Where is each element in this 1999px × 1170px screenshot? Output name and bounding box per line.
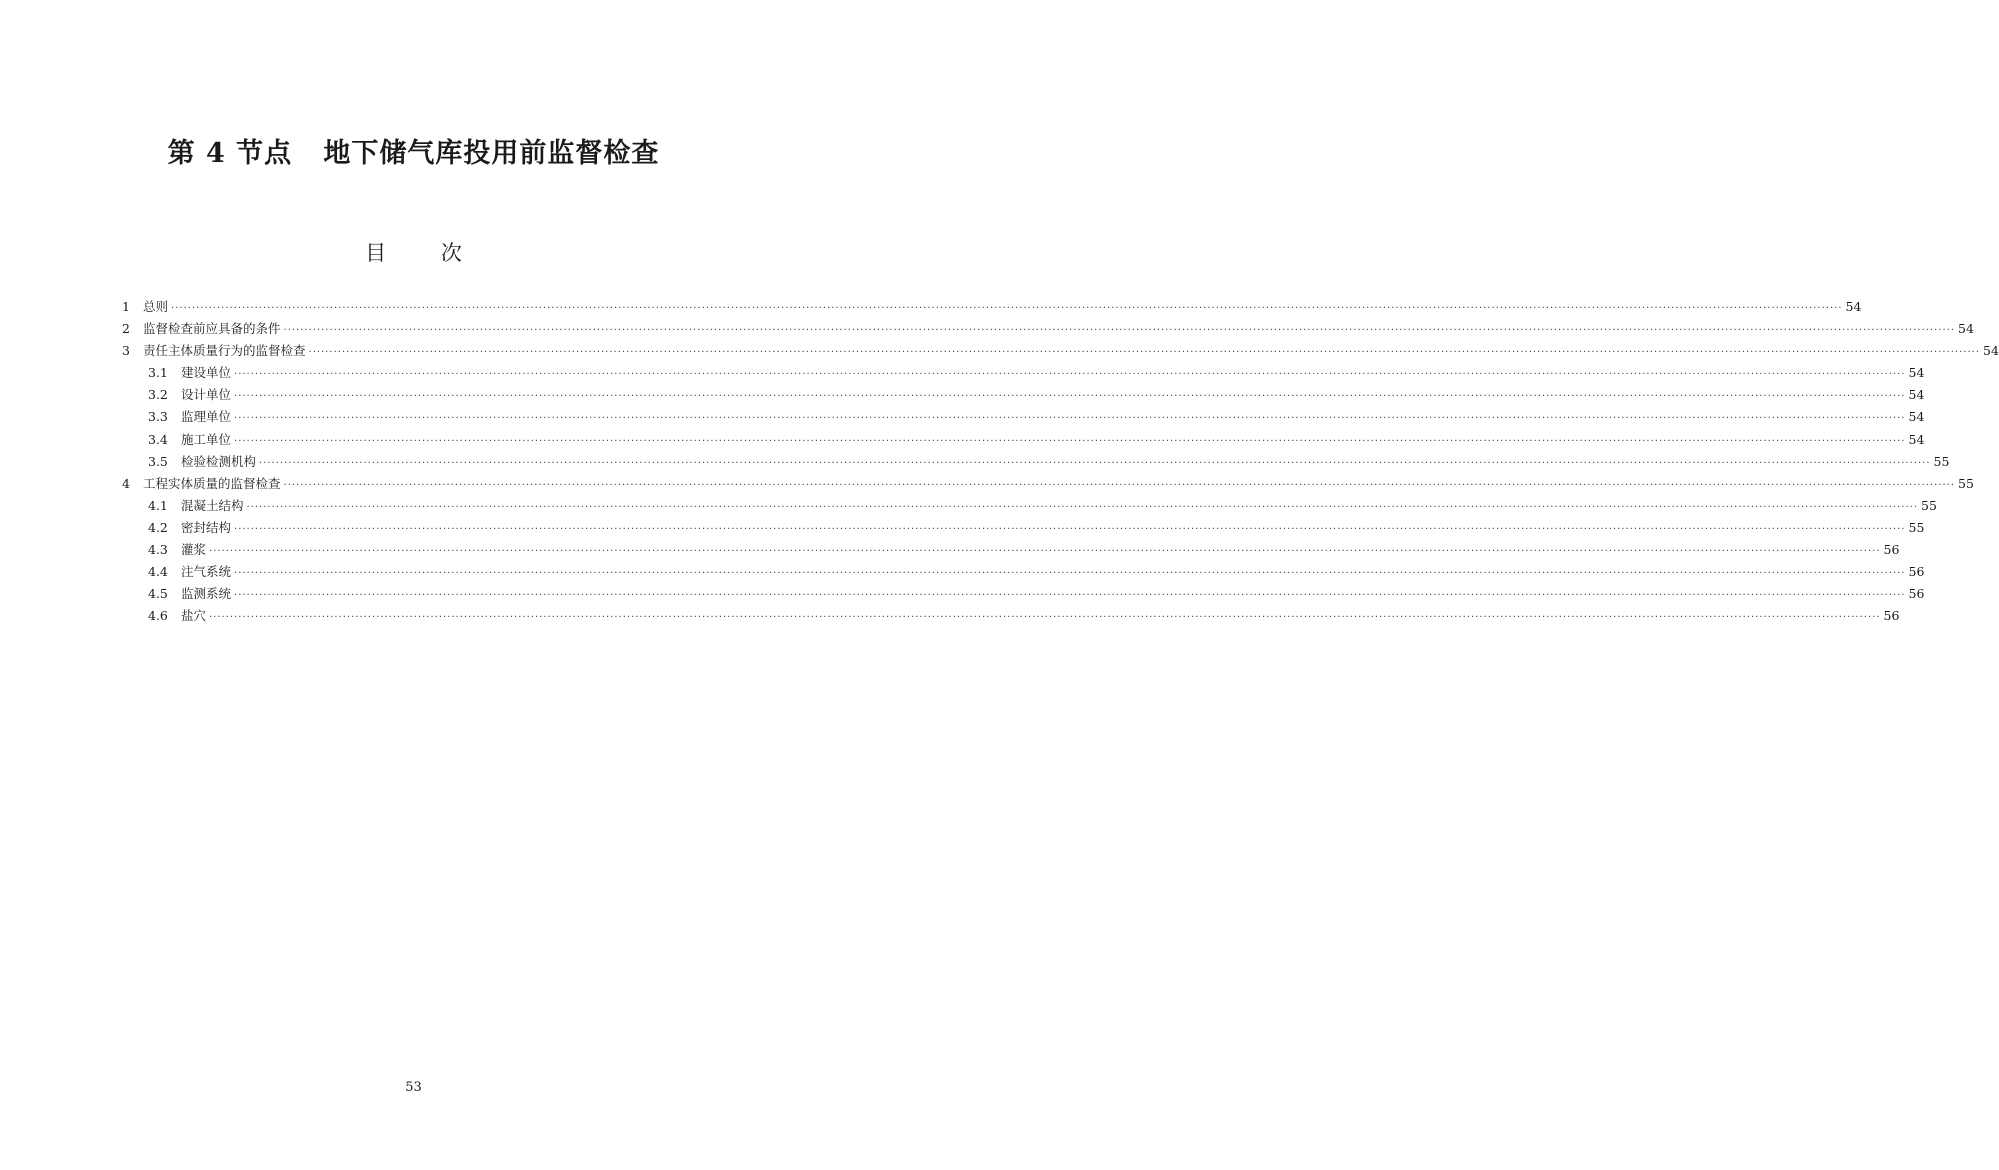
toc-leader-dots: ················································································································································································································································································································································································································ (308, 347, 1980, 359)
toc-entry-number: 4.3 (148, 542, 168, 558)
toc-entry-title: 建设单位 (181, 365, 232, 381)
toc-entry-number: 4.4 (148, 564, 168, 580)
toc-entry-number: 4.1 (148, 497, 168, 513)
toc-entry-page: 54 (1908, 365, 1925, 381)
toc-leader-dots: ················································································································································································································································································································································································································ (234, 568, 1906, 580)
toc-entry (122, 318, 1974, 340)
toc-leader-dots: ················································································································································································································································································································································································································ (234, 590, 1906, 602)
toc-entry-page: 54 (1958, 321, 1974, 337)
toc-entry (122, 362, 1925, 384)
toc-entry (122, 495, 1937, 517)
toc-leader-dots: ················································································································································································································································································································································································································ (283, 325, 1955, 337)
page-number: 53 (405, 1080, 422, 1095)
toc-entry (122, 296, 1862, 318)
toc-leader-dots: ················································································································································································································································································································································································································ (259, 457, 1931, 469)
toc-entry-title: 混凝土结构 (181, 497, 244, 513)
toc-leader-dots: ················································································································································································································································································································································································································ (234, 369, 1906, 381)
toc-entry-number: 3.3 (148, 409, 168, 425)
toc-entry-number: 3.1 (148, 365, 168, 381)
toc-entry-number: 1 (122, 299, 130, 314)
toc-entry (122, 429, 1925, 451)
toc-entry-number: 4.2 (148, 519, 168, 535)
toc-entry-page: 56 (1908, 586, 1925, 602)
toc-entry-title: 检验检测机构 (181, 453, 257, 469)
toc-entry-number: 2 (122, 321, 130, 337)
toc-leader-dots: ················································································································································································································································································································································································································ (209, 546, 1881, 558)
toc-entry-number: 3 (122, 343, 130, 359)
toc-entry-page: 54 (1983, 343, 1999, 359)
toc-entry-title: 监测系统 (181, 586, 232, 602)
toc-entry (122, 539, 1900, 561)
toc-entry-page: 56 (1883, 542, 1900, 558)
toc-entry-title: 灌浆 (181, 542, 207, 558)
toc-entry-page: 54 (1908, 387, 1925, 403)
toc-entry (122, 517, 1925, 539)
toc-entry-page: 55 (1921, 497, 1937, 513)
toc-heading: 目 次 (365, 241, 462, 265)
toc-entry-title: 设计单位 (181, 387, 232, 403)
toc-entry (122, 384, 1925, 406)
toc-leader-dots: ················································································································································································································································································································································································································ (234, 391, 1906, 403)
toc-entry-page: 56 (1908, 564, 1925, 580)
toc-entry-page: 55 (1958, 475, 1974, 491)
toc-entry (122, 451, 1950, 473)
toc-leader-dots: ················································································································································································································································································································································································································ (234, 523, 1906, 535)
toc-entry-number: 4 (122, 475, 130, 491)
toc-entry-number: 3.4 (148, 431, 168, 447)
toc-entry-page: 55 (1908, 519, 1925, 535)
toc-entry (122, 583, 1925, 605)
page-title: 第 4 节点 地下储气库投用前监督检查 (167, 138, 660, 169)
toc-entry-title: 总则 (143, 299, 169, 314)
toc-leader-dots: ················································································································································································································································································································································································································ (209, 612, 1881, 624)
table-of-contents (122, 296, 1999, 627)
toc-entry-page: 54 (1845, 299, 1862, 314)
toc-entry-title: 责任主体质量行为的监督检查 (143, 343, 306, 359)
toc-leader-dots: ················································································································································································································································································································································································································ (234, 435, 1906, 447)
toc-entry (122, 605, 1900, 627)
toc-entry-title: 监理单位 (181, 409, 232, 425)
toc-entry-number: 4.5 (148, 586, 168, 602)
toc-entry-number: 3.5 (148, 453, 168, 469)
toc-leader-dots: ················································································································································································································································································································································································································ (171, 303, 1843, 314)
toc-entry-title: 监督检查前应具备的条件 (143, 321, 281, 337)
toc-entry-page: 54 (1908, 431, 1925, 447)
toc-leader-dots: ················································································································································································································································································································································································································ (246, 501, 1918, 513)
toc-entry-page: 54 (1908, 409, 1925, 425)
toc-entry-title: 施工单位 (181, 431, 232, 447)
toc-entry (122, 406, 1925, 428)
toc-entry-title: 注气系统 (181, 564, 232, 580)
toc-entry-title: 盐穴 (181, 608, 207, 624)
toc-entry-title: 密封结构 (181, 519, 232, 535)
toc-entry-page: 55 (1933, 453, 1950, 469)
toc-entry (122, 473, 1974, 495)
toc-entry (122, 561, 1925, 583)
toc-leader-dots: ················································································································································································································································································································································································································ (234, 413, 1906, 425)
toc-entry-page: 56 (1883, 608, 1900, 624)
toc-entry-title: 工程实体质量的监督检查 (143, 475, 281, 491)
toc-entry-number: 4.6 (148, 608, 168, 624)
toc-entry (122, 340, 1999, 362)
toc-entry-number: 3.2 (148, 387, 168, 403)
toc-leader-dots: ················································································································································································································································································································································································································ (283, 479, 1955, 491)
